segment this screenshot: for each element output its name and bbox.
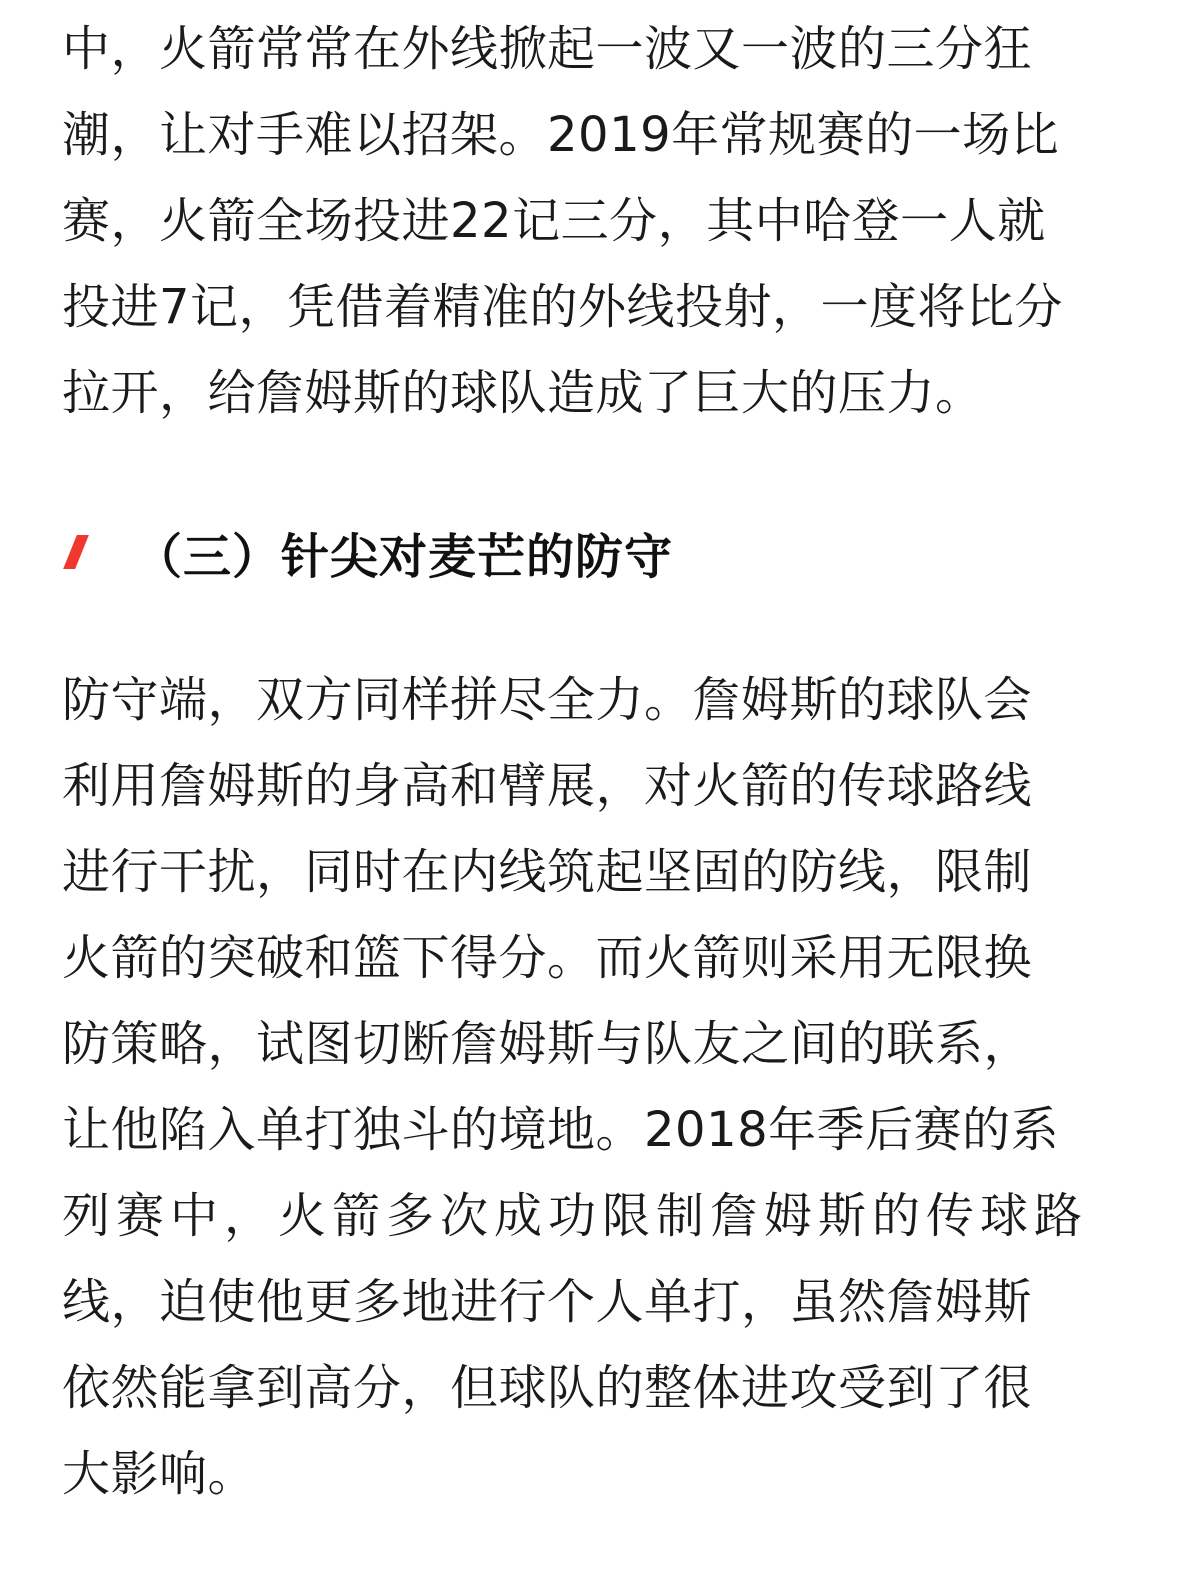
text-line: 投进7记，凭借着精准的外线投射，一度将比分: [62, 279, 1064, 335]
text-line: 线，迫使他更多地进行个人单打，虽然詹姆斯: [62, 1274, 1033, 1330]
section-marker-icon: [63, 535, 89, 569]
text-line: 大影响。: [62, 1446, 257, 1502]
text-line: 进行干扰，同时在内线筑起坚固的防线，限制: [62, 844, 1033, 900]
text-line: 防守端，双方同样拼尽全力。詹姆斯的球队会: [62, 672, 1033, 728]
paragraph-rockets-offense: [62, 6, 1112, 436]
text-line: 赛，火箭全场投进22记三分，其中哈登一人就: [62, 193, 1046, 249]
paragraph-defense: [62, 657, 1112, 1517]
text-line: 利用詹姆斯的身高和臂展，对火箭的传球路线: [62, 758, 1033, 814]
text-line: 列赛中，火箭多次成功限制詹姆斯的传球路: [62, 1188, 1089, 1244]
text-line: 拉开，给詹姆斯的球队造成了巨大的压力。: [62, 365, 984, 421]
text-line: 防策略，试图切断詹姆斯与队友之间的联系，: [62, 1016, 1033, 1072]
section-title: （三）针尖对麦芒的防守: [134, 528, 674, 585]
text-line: 中，火箭常常在外线掀起一波又一波的三分狂: [62, 21, 1033, 77]
section-heading: [62, 497, 1112, 607]
text-line: 火箭的突破和篮下得分。而火箭则采用无限换: [62, 930, 1033, 986]
text-line: 让他陷入单打独斗的境地。2018年季后赛的系: [62, 1102, 1060, 1158]
article-body: [62, 6, 1112, 1517]
text-line: 依然能拿到高分，但球队的整体进攻受到了很: [62, 1360, 1033, 1416]
text-line: 潮，让对手难以招架。2019年常规赛的一场比: [62, 107, 1060, 163]
